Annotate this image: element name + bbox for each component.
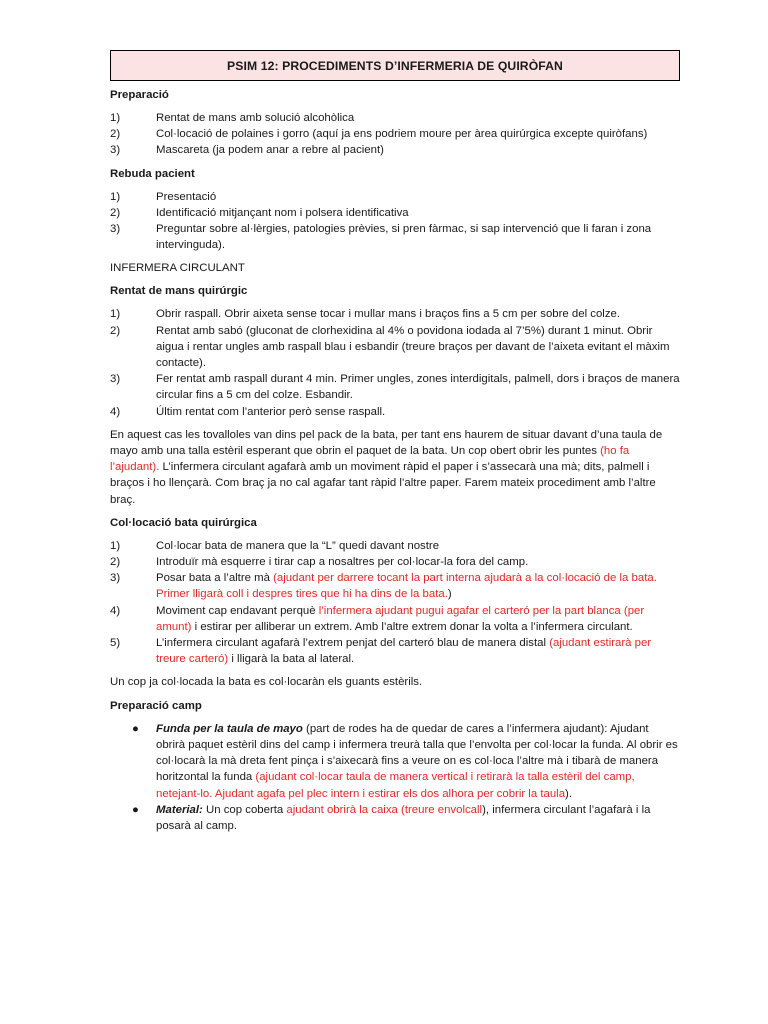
list-item: ● Funda per la taula de mayo (part de rodes ha de quedar de cares a l’infermera ajudant): Ajudant obrirà paquet estèril dins del camp i infermera treurà talla que l’envolta per col·locar la funda. Al obrir es col·locarà la mà dreta fent pinça i s’aixecarà fins a veure on es col·loca l’altre mà i tibarà de manera horitzontal la funda (ajudant col·locar taula de manera vertical i retirarà la talla estèril del camp, netejant-lo. Ajudant agafa pel plec intern i estirar els dos alhora per cobrir la taula). [132, 722, 678, 800]
list-item: 2) Identificació mitjançant nom i polsera identificativa [110, 206, 409, 219]
list-rebuda [110, 189, 680, 254]
document-page [110, 50, 680, 834]
list-item: 1) Rentat de mans amb solució alcohòlica [110, 112, 355, 124]
list-item: 4) Moviment cap endavant perquè l’infermera ajudant pugui agafar el carteró per la part blanca (per amunt) i estirar per alliberar un extrem. Amb l’altre extrem donar la volta a l’infermera circulant. [110, 604, 645, 633]
list-item: 2) Introduïr mà esquerre i tirar cap a nosaltres per col·locar-la fora del camp. [110, 556, 529, 569]
list-item: 2) Col·locació de polaines i gorro (aquí ja ens podriem moure per àrea quirúrgica excepte quiròfans) [110, 128, 648, 141]
paragraph-guants: Un cop ja col·locada la bata es col·locaràn els guants estèrils. [110, 676, 423, 689]
document-title: PSIM 12: PROCEDIMENTS D’INFERMERIA DE QUIRÒFAN [110, 50, 680, 81]
list-item: 5) L’infermera circulant agafarà l’extrem penjat del carteró blau de manera distal (ajudant estirarà per treure carteró) i lligarà la bata al lateral. [110, 637, 652, 666]
list-camp [110, 721, 680, 834]
list-item: 1) Presentació [110, 190, 217, 203]
list-item: ● Material: Un cop coberta ajudant obrirà la caixa (treure envolcall), infermera circulant l’agafarà i la posarà al camp. [132, 803, 651, 832]
list-item: 4) Últim rentat com l’anterior però sense raspall. [110, 405, 386, 418]
paragraph-tovalloles: En aquest cas les tovalloles van dins pel pack de la bata, per tant ens haurem de situar davant d’una taula de mayo amb una talla estèril esperant que obrin el paquet de la bata. Un cop obert obrir les puntes (ho fa l’ajudant). L’infermera circulant agafarà amb un moviment ràpid el paper i s’assecarà una mà; dits, palmell i braços i ho llençarà. Com braç ja no cal agafar tant ràpid l’altre paper. Farem mateix procediment amb l’altre braç. [110, 428, 663, 506]
list-item: 3) Preguntar sobre al·lèrgies, patologies prèvies, si pren fàrmac, si sap intervenció que li faran i zona intervinguda). [110, 223, 652, 252]
highlight-red: (ajudant estirarà per treure carteró) [156, 637, 652, 666]
section-heading-rentat: Rentat de mans quirúrgic [110, 285, 248, 298]
bullet-icon: ● [132, 722, 139, 735]
highlight-red: (ajudant col·locar taula de manera vertical i retirarà la talla estèril del camp, netejant-lo. Ajudant agafa pel plec intern i estirar els dos alhora per cobrir la taula [156, 771, 635, 800]
section-heading-rebuda: Rebuda pacient [110, 167, 195, 180]
bullet-icon: ● [132, 803, 139, 816]
highlight-red: l’infermera ajudant pugui agafar el carteró per la part blanca (per amunt) [156, 604, 645, 633]
list-item: 1) Obrir raspall. Obrir aixeta sense tocar i mullar mans i braços fins a 5 cm per sobre del colze. [110, 308, 621, 321]
highlight-red: (ajudant per darrere tocant la part interna ajudarà a la col·locació de la bata. Primer lligarà coll i despres tires que hi ha dins de la bata. [156, 572, 657, 601]
list-item: 3) Posar bata a l’altre mà (ajudant per darrere tocant la part interna ajudarà a la col·locació de la bata. Primer lligarà coll i despres tires que hi ha dins de la bata.) [110, 572, 657, 601]
section-label-circulant: INFERMERA CIRCULANT [110, 262, 245, 275]
highlight-red: ajudant obrirà la caixa (treure envolcall [286, 803, 483, 816]
list-rentat [110, 306, 680, 419]
list-bata [110, 538, 680, 668]
section-heading-camp: Preparació camp [110, 699, 202, 712]
section-heading-preparacio: Preparació [110, 89, 169, 101]
list-item: 1) Col·locar bata de manera que la “L” quedi davant nostre [110, 539, 440, 552]
list-item: 3) Fer rentat amb raspall durant 4 min. Primer ungles, zones interdigitals, palmell, dors i braços de manera circular fins a 5 cm del colze. Esbandir. [110, 373, 680, 402]
list-item: 2) Rentat amb sabó (gluconat de clorhexidina al 4% o povidona iodada al 7’5%) durant 1 minut. Obrir aigua i rentar ungles amb raspall blau i esbandir (treure braços per davant de l’aixeta evitant el màxim contacte). [110, 324, 670, 370]
list-preparacio [110, 110, 680, 159]
highlight-red: (ho fa l’ajudant). [110, 445, 630, 474]
section-heading-bata: Col·locació bata quirúrgica [110, 516, 257, 529]
list-item: 3) Mascareta (ja podem anar a rebre al pacient) [110, 144, 384, 157]
